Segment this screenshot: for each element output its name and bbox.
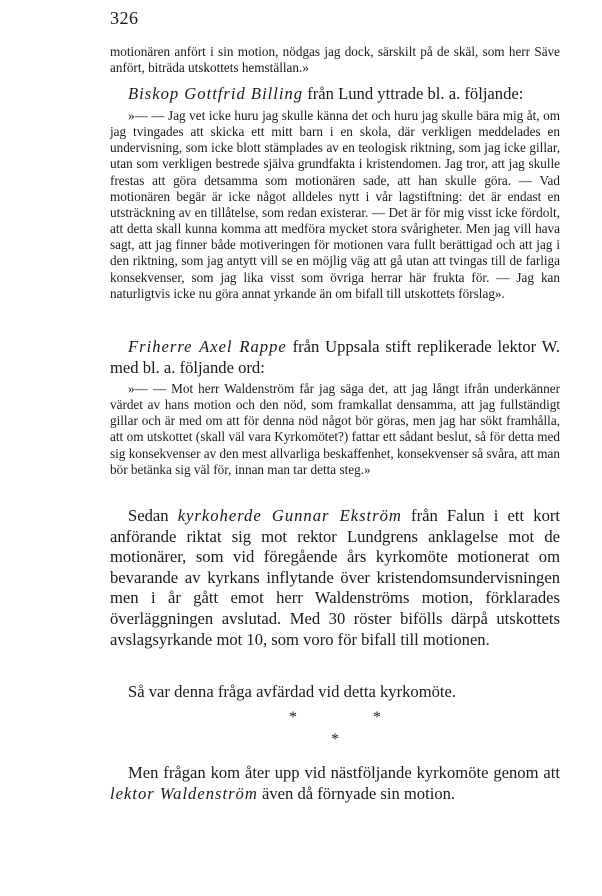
speaker-intro-text: från Uppsala stift replikerade lektor W. med bl. a. följande ord: xyxy=(110,337,561,377)
asterisk: * xyxy=(331,731,339,748)
speaker-intro-text: från Lund yttrade bl. a. följande: xyxy=(303,84,524,103)
speaker-name-waldenstrom: lektor Waldenström xyxy=(110,783,258,803)
text-fragment: från Falun i ett kort anförande riktat sig mot rektor Lundgrens anklagelse mot de motionärer, som vid föregående års kyrkomöte motionerat om bevarande av kyrkans inflytande över kristendomsundervisningen men i år gått emot herr Waldenströms motion, förklarades överläggningen avslutad. Med 30 röster bifölls därpå utskottets avslagsyrkande mot 10, som voro för bifall till motionen. xyxy=(110,506,560,649)
paragraph-ekstrom xyxy=(110,506,560,650)
speaker-name-billing: Biskop Gottfrid Billing xyxy=(128,84,304,103)
paragraph-text: motionären anfört i sin motion, nödgas jag dock, särskilt på de skäl, som herr Säve anfört, biträda utskottets hemställan.» xyxy=(110,44,560,76)
text-fragment: även då förnyade sin motion. xyxy=(257,783,456,803)
text-fragment: Men frågan kom åter upp vid nästföljande kyrkomöte genom att xyxy=(128,763,560,782)
paragraph-text: Så var denna fråga avfärdad vid detta kyrkomöte. xyxy=(128,682,457,701)
quote-rappe xyxy=(110,381,560,478)
paragraph-motion-continuation xyxy=(110,44,560,76)
paragraph-waldenstrom xyxy=(110,763,560,804)
speaker-name-rappe: Friherre Axel Rappe xyxy=(128,337,287,356)
quote-text: »— — Jag vet icke huru jag skulle känna det och huru jag skulle bära mig åt, om jag tvingades att skicka ett mitt barn i en skola, där verkligen meddelades en undervisning, som icke blott stämplades av en teologisk riktning, som jag icke gillar, utan som verkligen bestrede själva grundfakta i kristendomen. Jag tror, att jag skulle frestas att göra detsamma som motionären sade, att han skulle göra. — Vad motionären begär är icke något alldeles nytt i vår lagstiftning: det är endast en utsträckning av en tillåtelse, som redan existerar. — Det är för mig visst icke fördolt, att detta skall kunna komma att medföra mycket stora svårigheter. Men jag vill hava sagt, att jag finner både motiveringen för motionen vara fullt berättigad och att jag i den riktning, som jag antytt vill se en möjlig väg att gå utan att tvingas till de farliga konsekvenser, som jag lika visst som övriga herrar här frukta för. — Jag kan naturligtvis icke nu göra annat yrkande än om bifall till utskottets förslag». xyxy=(110,108,560,301)
section-divider-asterisks xyxy=(110,707,560,751)
paragraph-conclusion xyxy=(110,682,560,703)
quote-billing xyxy=(110,108,560,302)
asterisk: * xyxy=(289,709,297,726)
quote-text: »— — Mot herr Waldenström får jag säga det, att jag långt ifrån underkänner värdet av hans motion och den nöd, som framkallat densamma, att jag fullständigt gillar och är med om att för denna nöd något bör göras, men jag har sökt framhålla, att om utskottet (skall väl vara Kyrkomötet?) fattar ett sådant beslut, så för detta med sig konsekvenser av den mest allvarliga beskaffenhet, konsekvenser så svåra, att man bör betänka sig väl för, innan man tar detta steg.» xyxy=(110,381,560,477)
page-number: 326 xyxy=(110,8,139,28)
text-fragment: Sedan xyxy=(128,506,178,525)
speaker-rappe-intro xyxy=(110,337,560,378)
speaker-name-ekstrom: kyrkoherde Gunnar Ekström xyxy=(177,506,402,525)
asterisk: * xyxy=(373,709,381,726)
speaker-billing-intro xyxy=(110,84,560,105)
